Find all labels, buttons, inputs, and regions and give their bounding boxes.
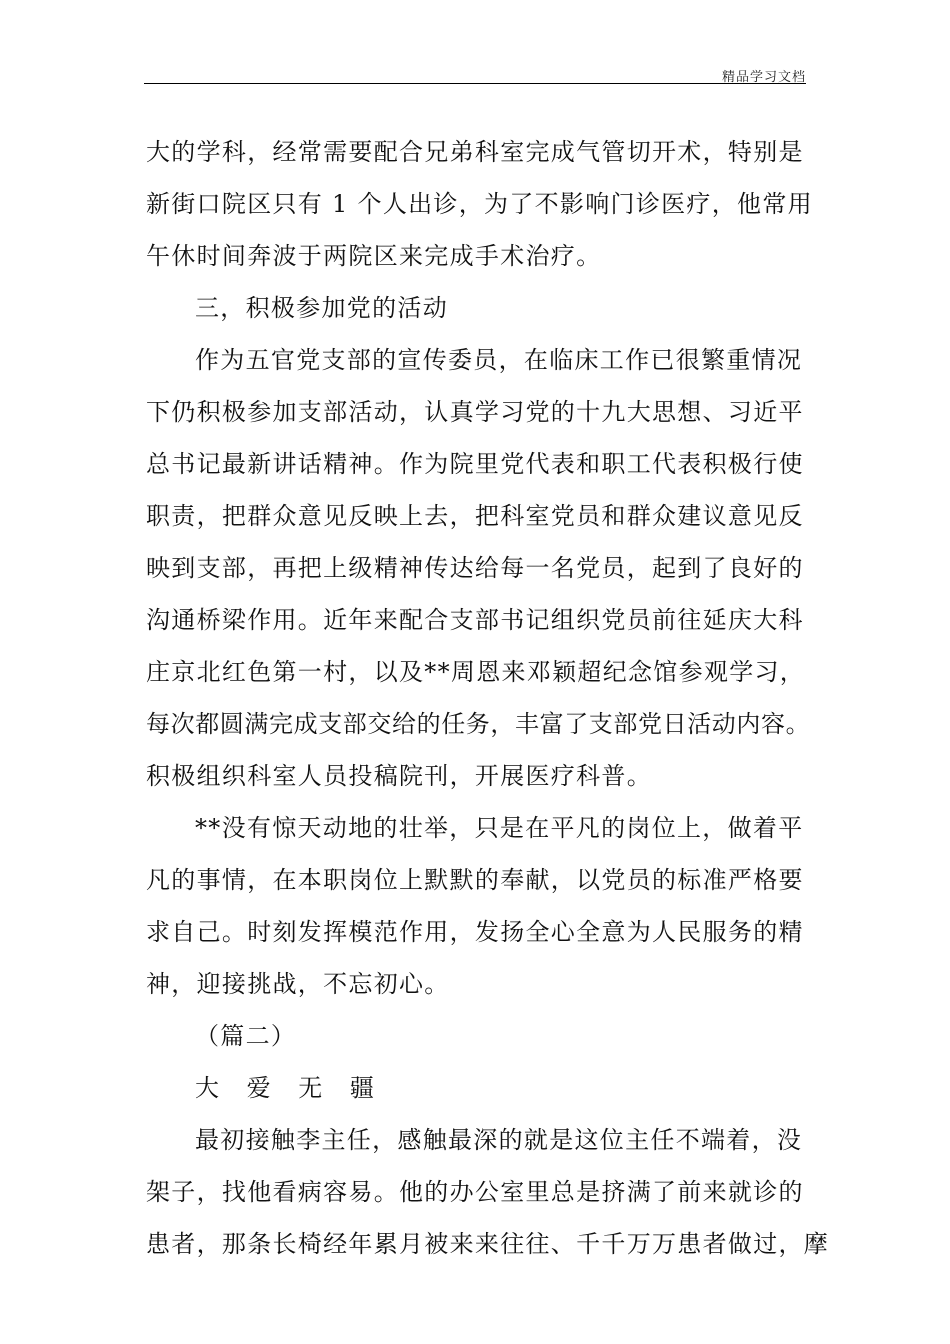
text-line: 求自己。时刻发挥模范作用，发扬全心全意为人民服务的精	[146, 918, 804, 946]
text-line: 架子，找他看病容易。他的办公室里总是挤满了前来就诊的	[146, 1178, 804, 1206]
text-line: 职责，把群众意见反映上去，把科室党员和群众建议意见反	[146, 502, 804, 530]
text-line: 下仍积极参加支部活动，认真学习党的十九大思想、习近平	[146, 398, 804, 426]
paragraph-first-line: 最初接触李主任，感触最深的就是这位主任不端着，没	[195, 1126, 803, 1154]
text-line: 凡的事情，在本职岗位上默默的奉献，以党员的标准严格要	[146, 866, 804, 894]
article-title: 大 爱 无 疆	[195, 1074, 384, 1102]
section-heading: 三，积极参加党的活动	[195, 294, 448, 322]
text-line: 庄京北红色第一村，以及**周恩来邓颖超纪念馆参观学习，	[146, 658, 806, 686]
text-line: 每次都圆满完成支部交给的任务，丰富了支部党日活动内容。	[146, 710, 811, 738]
part-label: （篇二）	[195, 1022, 297, 1050]
text-line: 总书记最新讲话精神。作为院里党代表和职工代表积极行使	[146, 450, 804, 478]
paragraph-first-line: 作为五官党支部的宣传委员，在临床工作已很繁重情况	[195, 346, 803, 374]
text-line: 新街口院区只有 1 个人出诊，为了不影响门诊医疗，他常用	[146, 190, 813, 218]
text-line: 午休时间奔波于两院区来完成手术治疗。	[146, 242, 602, 270]
document-body	[146, 126, 836, 1270]
document-header-label: 精品学习文档	[721, 70, 806, 85]
paragraph-first-line: **没有惊天动地的壮举，只是在平凡的岗位上，做着平	[195, 814, 804, 842]
text-line: 患者，那条长椅经年累月被来来往往、千千万万患者做过，摩	[146, 1230, 830, 1258]
header-divider	[144, 83, 806, 84]
text-line: 映到支部，再把上级精神传达给每一名党员，起到了良好的	[146, 554, 804, 582]
text-line: 沟通桥梁作用。近年来配合支部书记组织党员前往延庆大科	[146, 606, 804, 634]
text-line: 大的学科，经常需要配合兄弟科室完成气管切开术，特别是	[146, 138, 804, 166]
text-line: 神，迎接挑战，不忘初心。	[146, 970, 450, 998]
text-line: 积极组织科室人员投稿院刊，开展医疗科普。	[146, 762, 652, 790]
